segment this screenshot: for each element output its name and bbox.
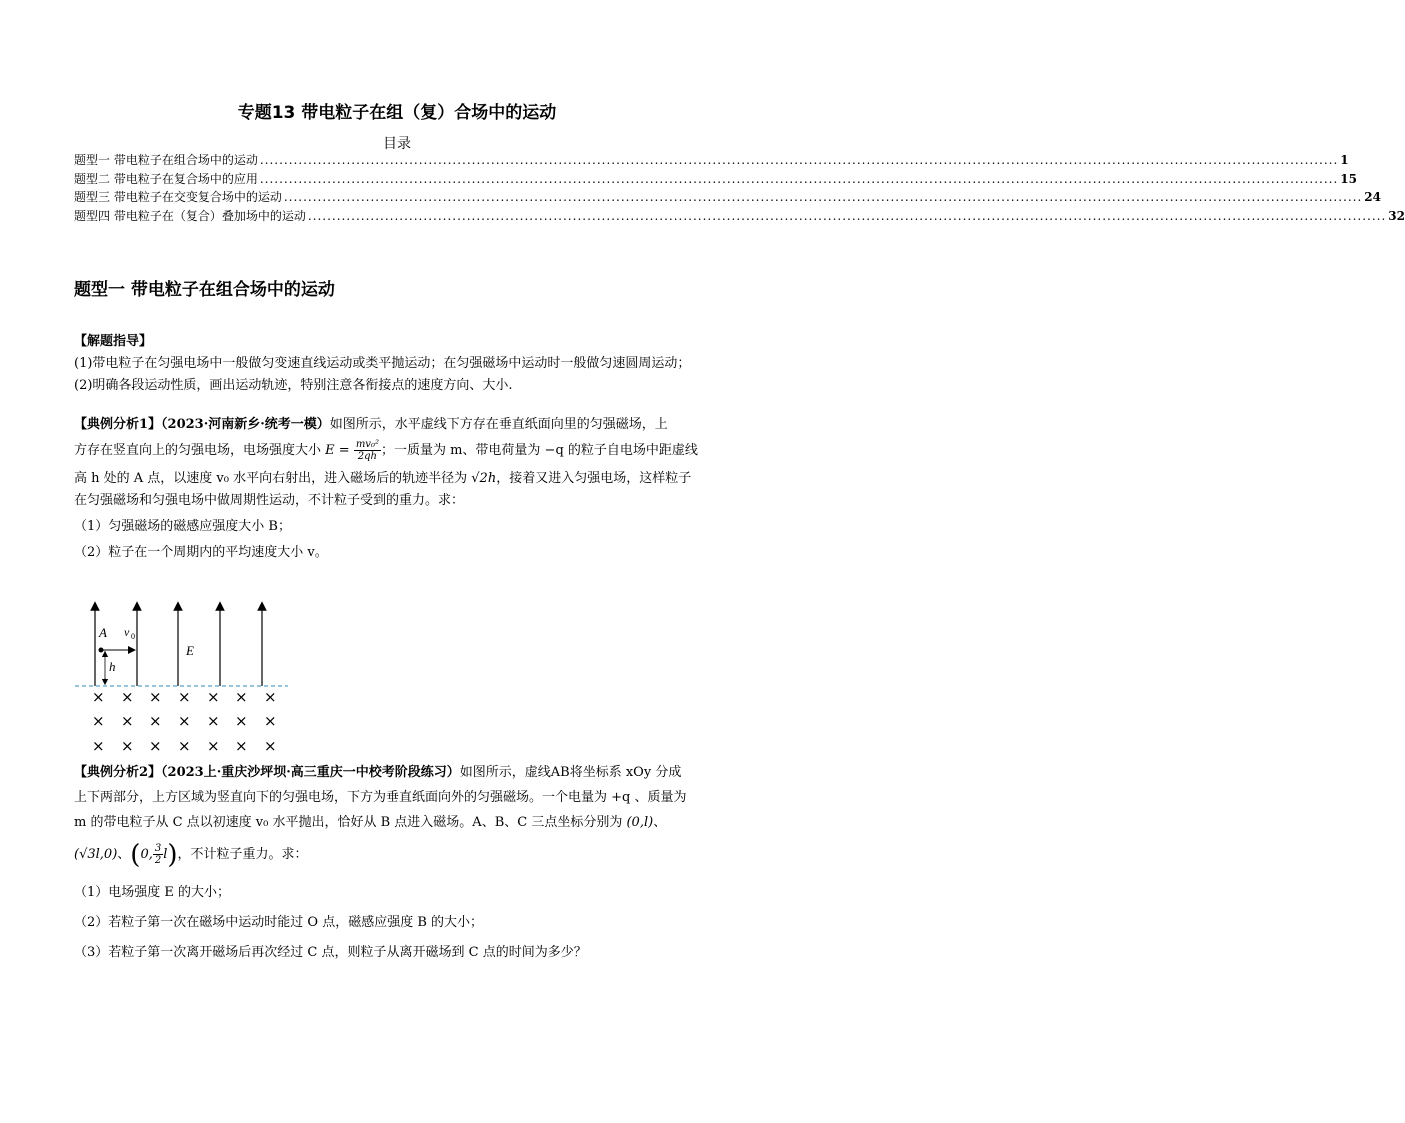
toc-leader: ................................................................................................................................................................................................................................ <box>307 208 1387 223</box>
cross: × <box>92 712 105 730</box>
toc-item[interactable] <box>74 207 1405 226</box>
ex2-text: m 的带电粒子从 C 点以初速度 v₀ 水平抛出，恰好从 B 点进入磁场。A、B、C 三点坐标分别为 <box>74 815 623 830</box>
cross: × <box>121 688 134 706</box>
toc-item[interactable] <box>74 170 1357 189</box>
label-e: E <box>186 643 194 658</box>
toc-item-label: 题型二 带电粒子在复合场中的应用 <box>74 171 258 186</box>
ex2-line-4 <box>74 836 726 874</box>
cross: × <box>235 737 248 755</box>
ex1-e-eq: E = <box>325 443 350 458</box>
guide-line-1: (1)带电粒子在匀强电场中一般做匀变速直线运动或类平抛运动；在匀强磁场中运动时一般做匀速圆周运动； <box>74 356 691 371</box>
ex2-text: ，不计粒子重力。求： <box>177 847 308 862</box>
cross: × <box>264 688 277 706</box>
ex1-line-4: 在匀强磁场和匀强电场中做周期性运动，不计粒子受到的重力。求： <box>74 493 465 508</box>
ex1-field-fraction <box>354 439 381 462</box>
ex2-question-2: （2）若粒子第一次在磁场中运动时能过 O 点，磁感应强度 B 的大小； <box>74 915 484 930</box>
table-of-contents <box>74 151 1405 225</box>
cross: × <box>149 688 162 706</box>
ex2-line-1 <box>74 762 726 784</box>
ex1-question-1: （1）匀强磁场的磁感应强度大小 B； <box>74 519 291 534</box>
magnetic-field-crosses <box>92 688 277 755</box>
ex1-line-2 <box>74 436 726 466</box>
coord-c-open: ( <box>130 839 141 870</box>
cross: × <box>121 712 134 730</box>
toc-leader: ................................................................................................................................................................................................................................ <box>259 171 1339 186</box>
coord-c-fraction <box>153 843 163 866</box>
cross: × <box>92 688 105 706</box>
example-2 <box>74 762 726 964</box>
cross: × <box>207 712 220 730</box>
ex2-source: （2023上·重庆沙坪坝·高三重庆一中校考阶段练习） <box>161 765 460 780</box>
ex2-text: 、 <box>117 847 131 862</box>
ex1-text: ，接着又进入匀强电场，这样粒子 <box>496 471 692 486</box>
ex2-line-2: 上下两部分，上方区域为竖直向下的匀强电场，下方为垂直纸面向外的匀强磁场。一个电量为 +q 、质量为 <box>74 790 687 805</box>
field-lines <box>95 606 262 686</box>
ex2-tag: 【典例分析2】 <box>74 765 162 780</box>
toc-leader: ................................................................................................................................................................................................................................ <box>283 190 1363 204</box>
ex1-text: 高 h 处的 A 点，以速度 v₀ 水平向右射出，进入磁场后的轨迹半径为 <box>74 471 468 486</box>
cross: × <box>207 688 220 706</box>
ex2-line-3 <box>74 812 726 834</box>
frac-denominator: 2 <box>154 855 162 866</box>
coord-c-text: 0, <box>140 847 153 862</box>
cross: × <box>207 737 220 755</box>
ex2-question-1: （1）电场强度 E 的大小； <box>74 885 231 900</box>
ex1-figure <box>70 598 300 758</box>
ex2-text: 、 <box>653 815 667 830</box>
toc-item[interactable] <box>74 151 1349 170</box>
toc-item-label: 题型三 带电粒子在交变复合场中的运动 <box>74 190 282 204</box>
cross: × <box>178 688 191 706</box>
section-heading: 题型一 带电粒子在组合场中的运动 <box>74 280 335 300</box>
guide-block <box>74 331 726 397</box>
toc-item-page: 15 <box>1340 171 1357 186</box>
example-1 <box>74 414 726 564</box>
label-v0-subscript: 0 <box>131 632 135 641</box>
frac-numerator: 3 <box>154 843 162 854</box>
toc-item-page: 32 <box>1388 208 1405 223</box>
toc-item[interactable] <box>74 188 1381 207</box>
toc-item-page: 1 <box>1340 153 1349 167</box>
frac-numerator: mv₀² <box>355 439 379 450</box>
ex2-question-3: （3）若粒子第一次离开磁场后再次经过 C 点，则粒子从离开磁场到 C 点的时间为多少？ <box>74 945 587 960</box>
toc-item-label: 题型一 带电粒子在组合场中的运动 <box>74 153 258 167</box>
label-a: A <box>99 625 107 640</box>
guide-heading: 【解题指导】 <box>74 334 153 349</box>
cross: × <box>235 712 248 730</box>
cross: × <box>235 688 248 706</box>
toc-item-page: 24 <box>1364 190 1381 204</box>
cross: × <box>264 712 277 730</box>
ex1-line-1 <box>74 414 726 436</box>
ex1-radius: √2h <box>471 471 497 486</box>
ex1-text: ；一质量为 m、带电荷量为 −q 的粒子自电场中距虚线 <box>380 443 698 458</box>
document-title: 专题13 带电粒子在组（复）合场中的运动 <box>237 103 557 123</box>
cross: × <box>264 737 277 755</box>
ex1-question-2: （2）粒子在一个周期内的平均速度大小 v。 <box>74 545 328 560</box>
toc-item-label: 题型四 带电粒子在（复合）叠加场中的运动 <box>74 208 306 223</box>
ex1-text: 方存在竖直向上的匀强电场，电场强度大小 <box>74 443 322 458</box>
toc-leader: ................................................................................................................................................................................................................................ <box>259 153 1339 167</box>
ex1-source: （2023·河南新乡·统考一模） <box>161 417 330 432</box>
toc-heading: 目录 <box>383 136 411 152</box>
ex1-line-3 <box>74 468 726 490</box>
cross: × <box>92 737 105 755</box>
cross: × <box>121 737 134 755</box>
cross: × <box>149 737 162 755</box>
label-h: h <box>109 659 116 674</box>
cross: × <box>149 712 162 730</box>
coord-c-close: ) <box>167 839 178 870</box>
cross: × <box>178 712 191 730</box>
label-v0: v <box>124 625 130 639</box>
guide-line-2: (2)明确各段运动性质，画出运动轨迹，特别注意各衔接点的速度方向、大小. <box>74 378 513 393</box>
ex2-text: 如图所示，虚线AB将坐标系 xOy 分成 <box>459 765 682 780</box>
frac-denominator: 2qh <box>357 451 377 462</box>
ex1-text: 如图所示，水平虚线下方存在垂直纸面向里的匀强磁场，上 <box>329 417 668 432</box>
coord-b: (√3l,0) <box>74 847 118 862</box>
coord-a: (0,l) <box>626 815 654 830</box>
coord-c-text: l <box>163 847 168 862</box>
ex1-tag: 【典例分析1】 <box>74 417 162 432</box>
cross: × <box>178 737 191 755</box>
